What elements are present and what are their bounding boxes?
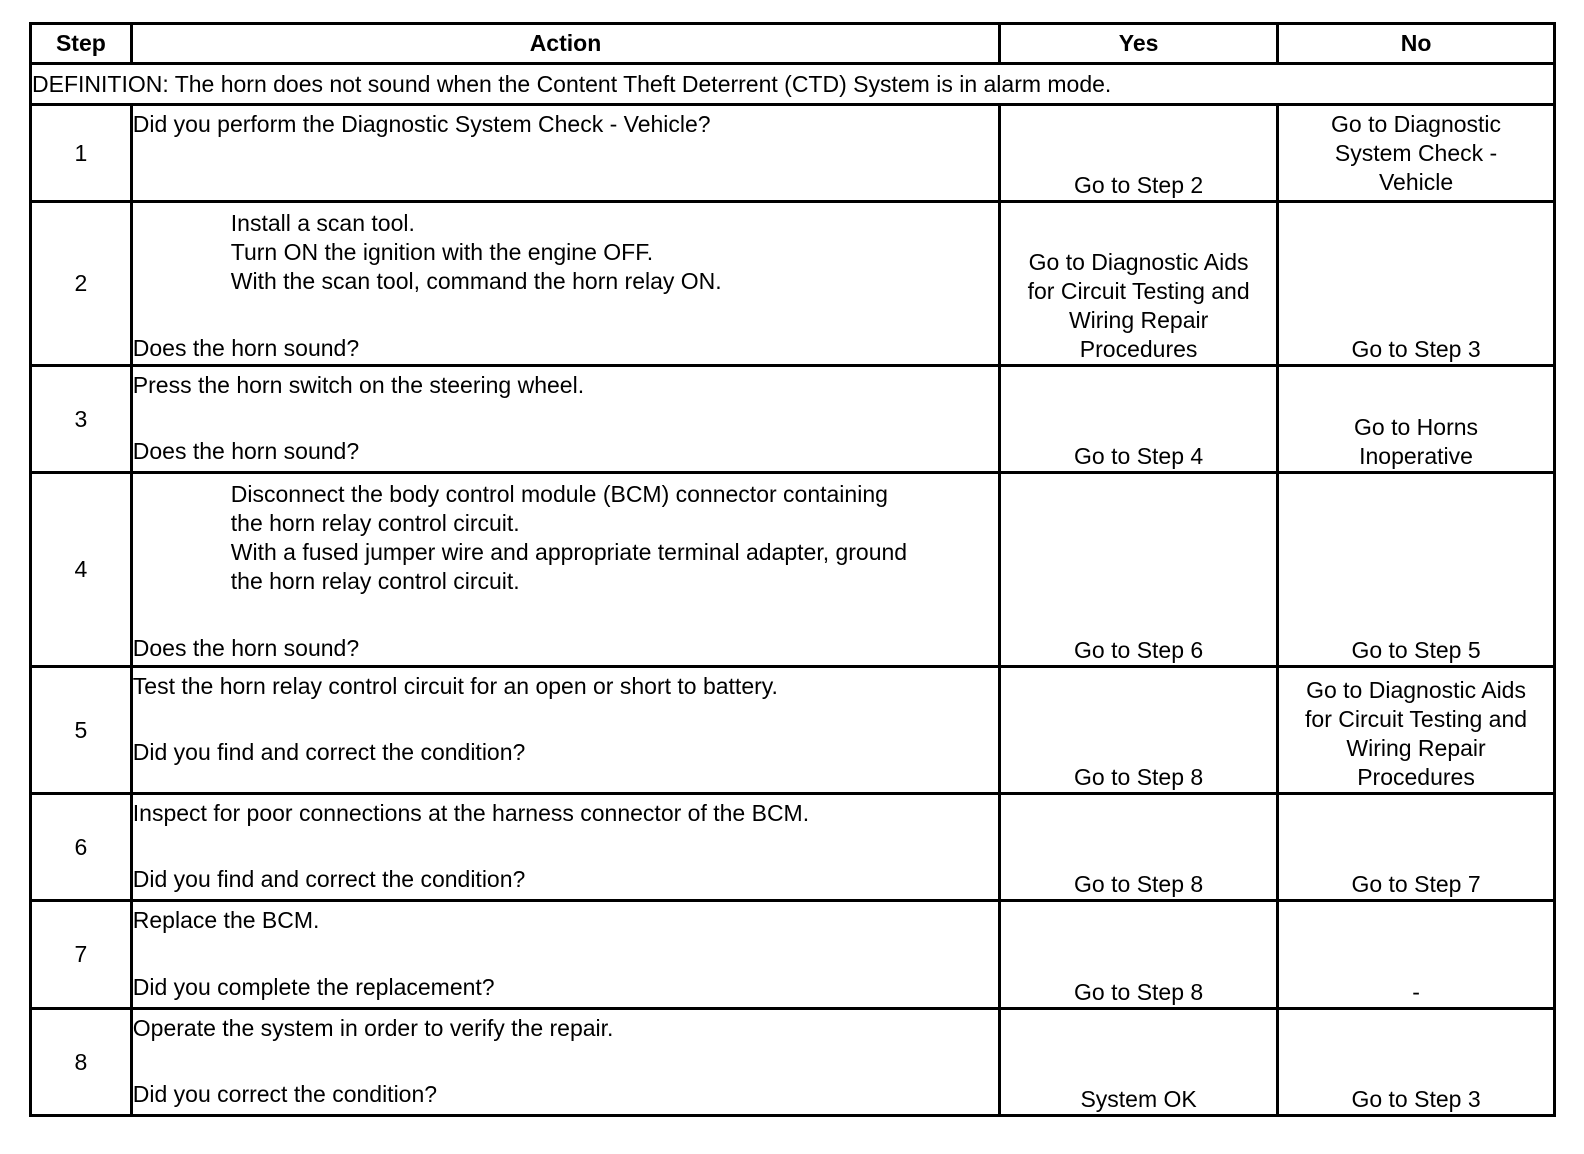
no-cell: Go to Step 3 bbox=[1278, 1009, 1555, 1116]
step-number: 8 bbox=[31, 1009, 132, 1116]
no-cell: Go to Step 5 bbox=[1278, 473, 1555, 667]
yes-cell: System OK bbox=[1000, 1009, 1278, 1116]
action-line: Operate the system in order to verify the repair. bbox=[132, 1015, 614, 1041]
header-action: Action bbox=[131, 24, 999, 64]
action-question: Did you find and correct the condition? bbox=[132, 739, 526, 765]
yes-cell: Go to Step 8 bbox=[1000, 901, 1278, 1009]
action-question: Does the horn sound? bbox=[132, 635, 360, 661]
no-cell bbox=[1278, 667, 1555, 794]
action-question: Does the horn sound? bbox=[132, 438, 360, 464]
action-line: Press the horn switch on the steering wheel. bbox=[132, 372, 585, 398]
no-line: Go to Horns bbox=[1354, 414, 1479, 440]
table-row bbox=[31, 901, 1555, 1009]
step-number: 2 bbox=[31, 202, 132, 366]
header-no: No bbox=[1278, 24, 1555, 64]
action-line: the horn relay control circuit. bbox=[230, 568, 520, 594]
no-line: Go to Diagnostic Aids bbox=[1306, 677, 1526, 703]
action-cell bbox=[131, 105, 999, 202]
action-text: Did you perform the Diagnostic System Check - Vehicle? bbox=[132, 111, 711, 137]
action-line: Inspect for poor connections at the harness connector of the BCM. bbox=[132, 800, 810, 826]
table-row bbox=[31, 667, 1555, 794]
action-line: With a fused jumper wire and appropriate terminal adapter, ground bbox=[230, 539, 908, 565]
yes-cell: Go to Step 6 bbox=[1000, 473, 1278, 667]
no-line: Wiring Repair bbox=[1346, 735, 1486, 761]
step-number: 7 bbox=[31, 901, 132, 1009]
no-cell bbox=[1278, 366, 1555, 473]
table-row bbox=[31, 366, 1555, 473]
yes-line: Wiring Repair bbox=[1068, 307, 1209, 333]
table-row bbox=[31, 202, 1555, 366]
action-cell bbox=[131, 202, 999, 366]
yes-cell bbox=[1000, 202, 1278, 366]
no-line: Go to Diagnostic bbox=[1331, 110, 1502, 137]
action-question: Did you complete the replacement? bbox=[132, 974, 495, 1000]
action-cell bbox=[131, 901, 999, 1009]
step-number: 6 bbox=[31, 794, 132, 901]
table-row bbox=[31, 105, 1555, 202]
action-line: Install a scan tool. bbox=[230, 210, 415, 236]
yes-cell: Go to Step 2 bbox=[1000, 105, 1278, 202]
action-question: Did you find and correct the condition? bbox=[132, 866, 526, 892]
action-cell bbox=[131, 1009, 999, 1116]
table-row bbox=[31, 1009, 1555, 1116]
no-line: Procedures bbox=[1357, 764, 1475, 790]
step-number: 4 bbox=[31, 473, 132, 667]
action-question: Does the horn sound? bbox=[132, 335, 360, 361]
no-cell bbox=[1278, 105, 1555, 202]
action-cell bbox=[131, 794, 999, 901]
no-line: for Circuit Testing and bbox=[1305, 706, 1528, 732]
action-cell bbox=[131, 366, 999, 473]
yes-line: for Circuit Testing and bbox=[1027, 278, 1250, 304]
table-row bbox=[31, 473, 1555, 667]
no-cell: - bbox=[1278, 901, 1555, 1009]
action-line: Replace the BCM. bbox=[132, 907, 320, 933]
step-number: 1 bbox=[31, 105, 132, 202]
yes-line: Procedures bbox=[1079, 336, 1198, 362]
no-line: Inoperative bbox=[1359, 443, 1473, 469]
header-yes: Yes bbox=[1000, 24, 1278, 64]
action-line: Disconnect the body control module (BCM) connector containing bbox=[230, 481, 888, 507]
no-line: Vehicle bbox=[1378, 168, 1454, 195]
step-number: 5 bbox=[31, 667, 132, 794]
yes-cell: Go to Step 8 bbox=[1000, 794, 1278, 901]
yes-cell: Go to Step 4 bbox=[1000, 366, 1278, 473]
action-line: With the scan tool, command the horn relay ON. bbox=[230, 268, 722, 294]
no-cell: Go to Step 3 bbox=[1278, 202, 1555, 366]
action-question: Did you correct the condition? bbox=[132, 1081, 438, 1107]
header-step: Step bbox=[31, 24, 132, 64]
step-number: 3 bbox=[31, 366, 132, 473]
definition-text: DEFINITION: The horn does not sound when the Content Theft Deterrent (CTD) System is in alarm mode. bbox=[31, 64, 1555, 105]
action-line: Turn ON the ignition with the engine OFF. bbox=[230, 239, 654, 265]
diagnostic-table bbox=[29, 22, 1556, 1117]
action-cell bbox=[131, 667, 999, 794]
action-line: Test the horn relay control circuit for an open or short to battery. bbox=[132, 673, 778, 699]
no-line: System Check - bbox=[1334, 139, 1498, 166]
header-row bbox=[31, 24, 1555, 64]
no-cell: Go to Step 7 bbox=[1278, 794, 1555, 901]
action-cell bbox=[131, 473, 999, 667]
yes-cell: Go to Step 8 bbox=[1000, 667, 1278, 794]
definition-row bbox=[31, 64, 1555, 105]
action-line: the horn relay control circuit. bbox=[230, 510, 520, 536]
table-row bbox=[31, 794, 1555, 901]
yes-line: Go to Diagnostic Aids bbox=[1028, 249, 1249, 275]
